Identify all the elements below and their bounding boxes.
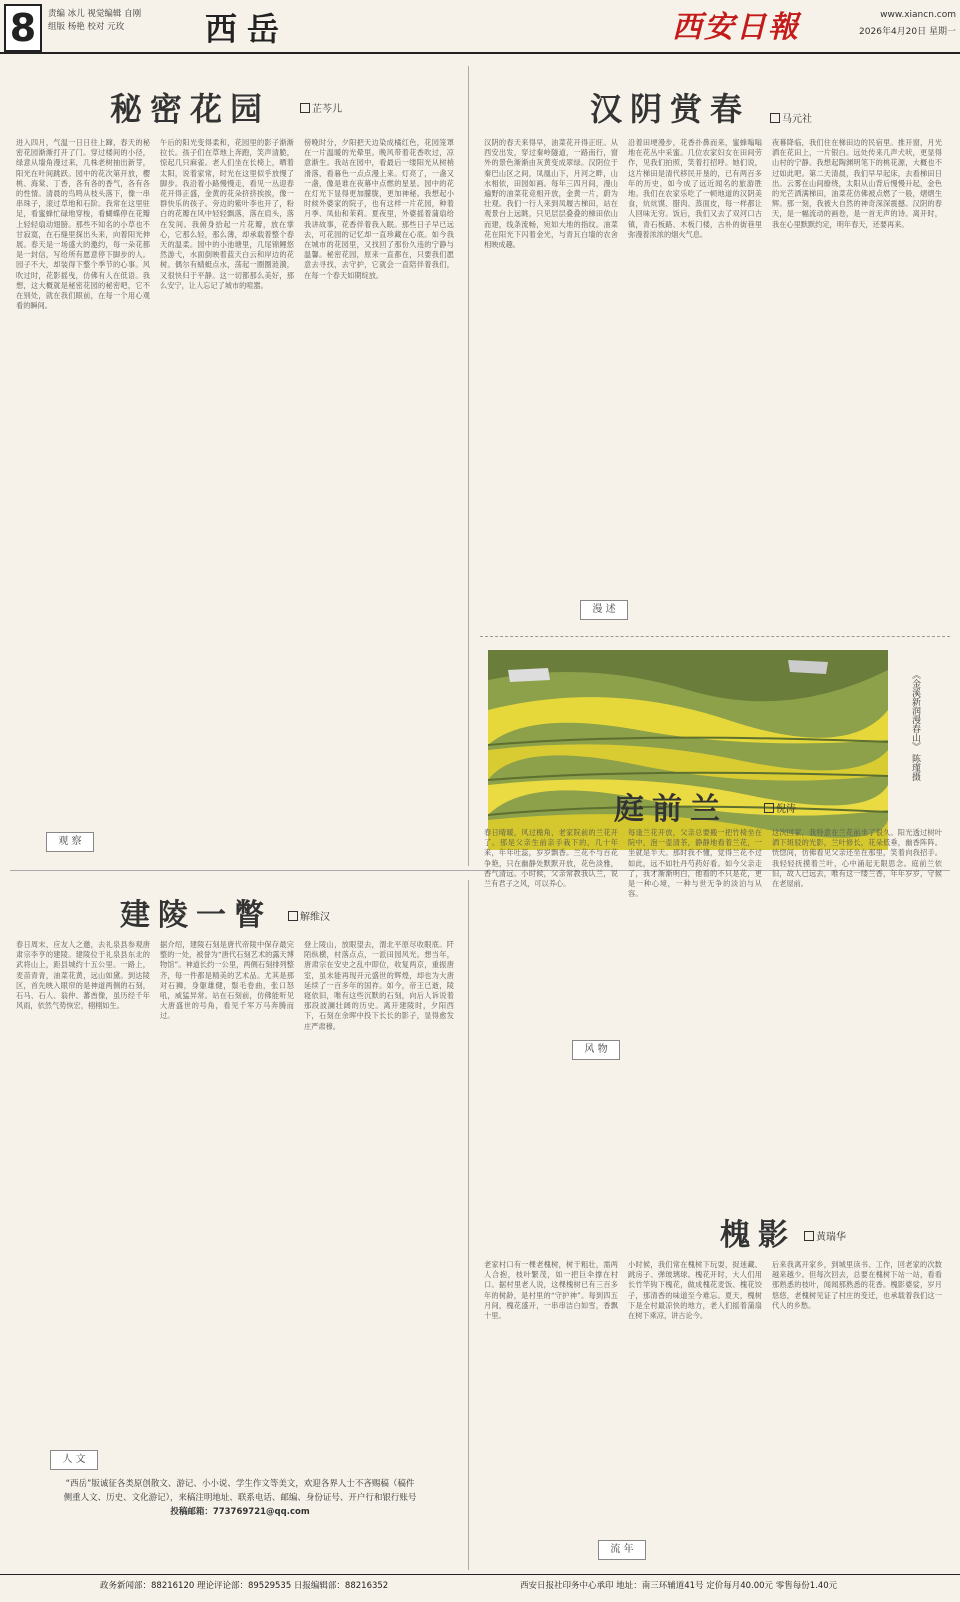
article-body-column: 后来我离开家乡，到城里读书、工作，回老家的次数越来越少。但每次回去，总要在槐树下站一站，看看那熟悉的枝叶，闻闻那熟悉的花香。槐影婆娑，岁月悠悠，老槐树见证了村庄的变迁，也承载着我们这一代人的乡愁。	[772, 1260, 942, 1310]
section-title: 西岳	[205, 10, 290, 48]
article-body-column: 春日周末，应友人之邀，去礼泉县参观唐肃宗李亨的建陵。建陵位于礼泉县东北的武将山上，距县城约十五公里。一路上，麦苗青青，油菜花黄，远山如黛。到达陵区，首先映入眼帘的是神道两侧的石刻，石马、石人、翁仲、蕃酋像，虽历经千年风雨，依然气势恢宏，栩栩如生。	[16, 940, 150, 1011]
page-number: 8	[4, 4, 42, 52]
article-author: 黄瑞华	[804, 1228, 846, 1243]
notice-line-2: 侧重人文、历史、文化游记），来稿注明地址、联系电话、邮编、身份证号、开户行和银行账号	[63, 1493, 417, 1503]
article-body-column: 夜幕降临，我们住在梯田边的民宿里。推开窗，月光洒在花田上，一片银白。远处传来几声犬吠，更显得山村的宁静。我想起陶渊明笔下的桃花源，大概也不过如此吧。第二天清晨，我们早早起床，去看梯田日出。云雾在山间缭绕，太阳从山背后慢慢升起，金色的光芒洒满梯田，油菜花仿佛被点燃了一般，熠熠生辉。那一刻，我被大自然的神奇深深震撼。汉阴的春天，是一幅流动的画卷，是一首无声的诗。离开时，我在心里默默约定，明年春天，还要再来。	[772, 138, 942, 229]
article-author: 解维汉	[288, 908, 330, 923]
article-title-jianling: 建陵一瞥	[120, 898, 272, 933]
article-body-column: 登上陵山，放眼望去，渭北平原尽收眼底。阡陌纵横，村落点点，一派田园风光。想当年，唐肃宗在安史之乱中即位，收复两京，重振唐室，虽未能再现开元盛世的辉煌，却也为大唐延续了一百多年的国祚。如今，帝王已逝，陵寝依旧，唯有这些沉默的石刻，向后人诉说着那段波澜壮阔的历史。离开建陵时，夕阳西下，石刻在余晖中投下长长的影子，显得愈发庄严肃穆。	[304, 940, 454, 1031]
page-header	[0, 0, 960, 56]
staff-line-2: 组版 杨艳 校对 元玫	[48, 22, 125, 32]
article-body-column: 汉阴的春天来得早，油菜花开得正旺。从西安出发，穿过秦岭隧道，一路南行，窗外的景色渐渐由灰黄变成翠绿。汉阴位于秦巴山区之间，凤凰山下，月河之畔，山水相依，田园如画。每年三四月间，漫山遍野的油菜花竞相开放，金黄一片，蔚为壮观。我们一行人来到凤堰古梯田，站在观景台上远眺，只见层层叠叠的梯田依山而建，线条流畅，宛如大地的指纹。油菜花在阳光下闪着金光，与青瓦白墙的农舍相映成趣。	[484, 138, 618, 250]
article-body-column: 傍晚时分，夕阳把天边染成橘红色，花园笼罩在一片温暖的光晕里。晚风带着花香吹过，凉意渐生。我站在园中，看最后一缕阳光从树梢滑落，看暮色一点点漫上来。灯亮了，一盏又一盏，像是谁在夜幕中点燃的星星。园中的花在灯光下显得更加朦胧，更加神秘。我想起小时候外婆家的院子，也有这样一片花园，种着月季、凤仙和茉莉。夏夜里，外婆摇着蒲扇给我讲故事，花香伴着我入眠。那些日子早已远去，可花园的记忆却一直珍藏在心底。如今我在城市的花园里，又找回了那份久违的宁静与温馨。秘密花园，原来一直都在，只要我们愿意去寻找，去守护，它就会一直陪伴着我们，在每一个春天如期绽放。	[304, 138, 454, 280]
staff-credits	[48, 8, 178, 34]
staff-line-1: 责编 冰儿 视觉编辑 自刚	[48, 9, 142, 19]
article-body-column: 这次回家，我特意在兰花前坐了很久。阳光透过树叶洒下斑驳的光影，兰叶修长，花朵低垂，幽香阵阵。恍惚间，仿佛看见父亲还坐在那里，笑着向我招手。我轻轻抚摸着兰叶，心中涌起无限思念。庭前兰依旧，故人已远去，唯有这一缕兰香，年年岁岁，守候在老屋前。	[772, 828, 942, 889]
notice-line-3[interactable]: 投稿邮箱：773769721@qq.com	[170, 1507, 310, 1517]
issue-date: 2026年4月20日 星期一	[859, 27, 956, 37]
article-author: 倪涛	[764, 800, 796, 815]
column-divider	[468, 880, 469, 1570]
column-tag: 流 年	[598, 1540, 646, 1560]
article-body-column: 午后的阳光变得柔和，花园里的影子渐渐拉长。孩子们在草地上奔跑，笑声清脆，惊起几只麻雀。老人们坐在长椅上，晒着太阳，说着家常，时光在这里似乎放慢了脚步。我沿着小路慢慢走，看见一丛迎春花开得正盛，金黄的花朵挤挤挨挨，像一群快乐的孩子。旁边的紫叶李也开了，粉白的花瓣在风中轻轻飘落，落在肩头，落在发间。我俯身拾起一片花瓣，放在掌心，它那么轻，那么薄，却承载着整个春天的温柔。园中的小池塘里，几尾锦鲤悠然游弋，水面倒映着蓝天白云和岸边的花树。偶尔有蜻蜓点水，荡起一圈圈涟漪，又很快归于平静。这一切都那么美好，那么安宁，让人忘记了城市的喧嚣。	[160, 138, 294, 290]
page-footer	[0, 1574, 960, 1599]
newspaper-logo: 西安日報	[672, 10, 800, 45]
article-title-secret-garden: 秘密花园	[110, 90, 271, 128]
article-body-column: 进入四月，气温一日日往上蹿，春天的秘密花园渐渐打开了门。穿过楼间的小径，绿意从墙角漫过来，几株老树抽出新芽，阳光在叶间跳跃。园中的花次第开放，樱桃、海棠、丁香，各有各的香气，各有各的性情。清晨的鸟鸣从枝头落下，像一串串珠子，滚过草地和石阶。我常在这里驻足，看蜜蜂忙碌地穿梭，看蝴蝶停在花瓣上轻轻扇动翅膀。那些不知名的小草也不甘寂寞，在石缝里探出头来，向着阳光伸展。春天是一场盛大的邀约，每一朵花都是一封信，写给所有愿意停下脚步的人。园子不大，却装得下整个季节的心事。风吹过时，花影摇曳，仿佛有人在低语。我想，这大概就是秘密花园的秘密吧，它不在别处，就在我们眼前，在每一个用心观看的瞬间。	[16, 138, 150, 311]
article-body-column: 据介绍，建陵石刻是唐代帝陵中保存最完整的一处，被誉为“唐代石刻艺术的露天博物馆”。神道长约一公里，两侧石刻排列整齐，每一件都是精美的艺术品。尤其是那对石狮，身躯雄健，鬃毛卷曲，张口怒吼，威猛异常。站在石刻前，仿佛能听见大唐盛世的号角，看见千军万马奔腾而过。	[160, 940, 294, 1021]
photo-caption: 《金溪新润漫春山》 陈瑾摄	[910, 670, 920, 781]
article-body-column: 每逢兰花开放，父亲总要搬一把竹椅坐在院中，泡一壶清茶，静静地看着兰花，一坐就是半天。那时我不懂，觉得兰花不过如此，远不如牡丹芍药好看。如今父亲走了，我才渐渐明白，他看的不只是花，更是一种心境，一种与世无争的淡泊与从容。	[628, 828, 762, 899]
site-url[interactable]: www.xiancn.com	[880, 10, 956, 20]
article-body-column: 春日晴暖，风过檐角，老家院前的兰花开了。那是父亲生前亲手栽下的，几十年来，年年吐蕊，岁岁飘香。兰花不与百花争艳，只在幽静处默默开放，花色淡雅，香气清远。小时候，父亲常教我认兰，说兰有君子之风，可以养心。	[484, 828, 618, 889]
submission-notice	[60, 1477, 420, 1527]
column-tag: 观 察	[46, 832, 94, 852]
article-author: 马元社	[770, 110, 812, 125]
article-body-column: 沿着田埂漫步，花香扑鼻而来，蜜蜂嗡嗡地在花丛中采蜜。几位农家妇女在田间劳作，见我们拍照，笑着打招呼。她们说，这片梯田是清代移民开垦的，已有两百多年的历史，如今成了远近闻名的旅游胜地。我们在农家乐吃了一顿地道的汉阴美食，炕炕馍、腊肉、蒸面皮，每一样都让人回味无穷。饭后，我们又去了双河口古镇，青石板路、木板门楼，古朴的街巷里弥漫着浓浓的烟火气息。	[628, 138, 762, 239]
article-author: 芷芩儿	[300, 100, 342, 115]
column-tag: 风 物	[572, 1040, 620, 1060]
column-tag: 人 文	[50, 1450, 98, 1470]
article-body-column: 小时候，我们常在槐树下玩耍，捉迷藏、跳房子、弹玻璃球。槐花开时，大人们用长竹竿钩下槐花，做成槐花麦饭、槐花饺子，那清香的味道至今难忘。夏天，槐树下是全村最凉快的地方，老人们摇着蒲扇在树下乘凉，讲古论今。	[628, 1260, 762, 1321]
header-rule	[0, 52, 960, 54]
article-body-column: 老家村口有一棵老槐树，树干粗壮，需两人合抱，枝叶繁茂，如一把巨伞撑在村口。据村里老人说，这棵槐树已有三百多年的树龄，是村里的“守护神”。每到四五月间，槐花盛开，一串串洁白如雪，香飘十里。	[484, 1260, 618, 1321]
article-title-hanyin-spring: 汉阴赏春	[590, 90, 751, 128]
article-title-locust-shadow: 槐影	[720, 1218, 796, 1253]
article-title-orchid: 庭前兰	[614, 792, 728, 827]
footer-printing-info: 西安日报社印务中心承印 地址：南三环辅道41号 定价每月40.00元 零售每份1.40元	[520, 1581, 838, 1591]
column-divider	[468, 66, 469, 866]
column-tag: 漫 述	[580, 600, 628, 620]
footer-contacts: 政务新闻部：88216120 理论评论部：89529535 日报编辑部：88216352	[100, 1581, 389, 1591]
notice-line-1: “西岳”版诚征各类原创散文、游记、小小说、学生作文等美文，欢迎各界人士不吝赐稿（稿件	[65, 1479, 415, 1489]
